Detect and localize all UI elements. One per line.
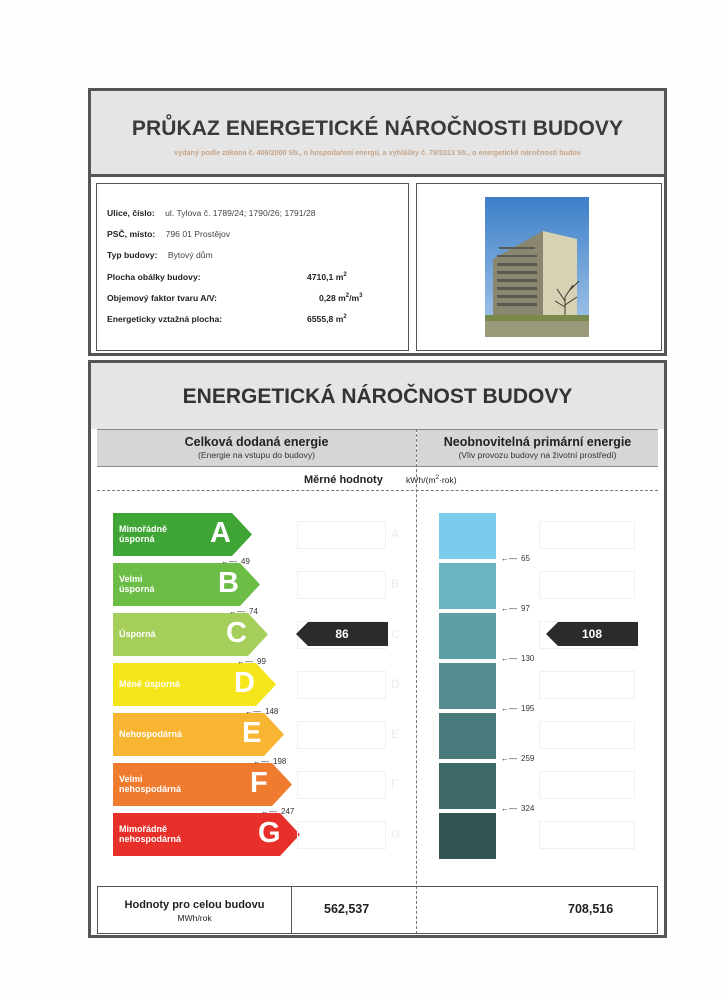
- delivered-energy-value-pointer-text: 86: [335, 627, 349, 641]
- street-value: ul. Tylova č. 1789/24; 1790/26; 1791/28: [165, 208, 316, 218]
- primary-energy-band-g: [439, 813, 496, 859]
- energy-class-label-c: [119, 629, 156, 639]
- primary-energy-header: [417, 429, 658, 467]
- class-placeholder-letter: F: [391, 777, 399, 791]
- specific-values-row: [97, 471, 658, 491]
- class-placeholder-box: [297, 571, 386, 599]
- delivered-energy-subheading: (Energie na vstupu do budovy): [197, 450, 316, 460]
- energy-class-label-line1: Mimořádně: [119, 524, 168, 534]
- primary-energy-value-pointer-text: 108: [581, 627, 603, 641]
- primary-energy-band-c: [439, 613, 496, 659]
- delivered-energy-header: [97, 429, 416, 467]
- energy-class-label-line2: nehospodárná: [119, 784, 182, 794]
- envelope-value: 4710,1 $m^2$: [307, 272, 347, 282]
- energy-class-label-line1: Mimořádně: [119, 824, 168, 834]
- energy-class-arrow-g: [113, 813, 300, 856]
- class-placeholder-letter: B: [391, 577, 400, 591]
- envelope-row: [107, 272, 397, 282]
- street-label: Ulice, číslo:: [107, 208, 155, 218]
- energy-class-arrow-d: [113, 663, 276, 706]
- primary-threshold: ←— 259: [501, 754, 535, 763]
- type-row: [107, 250, 213, 260]
- psc-label: PSČ, místo:: [107, 229, 156, 239]
- class-placeholder-letter: A: [391, 527, 400, 541]
- energy-class-letter-c: C: [226, 617, 247, 649]
- energy-class-label-d: [119, 679, 180, 689]
- primary-threshold: ←— 97: [501, 604, 530, 613]
- reference-area-value: 6555,8 $m^2$: [307, 314, 347, 324]
- energy-class-arrow-f: [113, 763, 292, 806]
- header-banner: [91, 91, 664, 177]
- class-placeholder-box: [297, 521, 386, 549]
- energy-class-arrow-c: [113, 613, 268, 656]
- energy-class-letter-e: E: [242, 717, 262, 749]
- class-placeholder-letter: C: [391, 627, 400, 641]
- primary-energy-band-b: [439, 563, 496, 609]
- primary-threshold: ←— 324: [501, 804, 535, 813]
- delivered-threshold: ←— 198: [253, 757, 287, 766]
- reference-area-label: Energeticky vztažná plocha:: [107, 314, 223, 324]
- class-placeholder-box: [539, 571, 635, 599]
- building-info-panel: [96, 183, 409, 351]
- energy-class-letter-b: B: [218, 567, 239, 599]
- delivered-energy-value-pointer: [296, 622, 388, 646]
- header-frame: [88, 88, 667, 356]
- delivered-threshold: ←— 74: [229, 607, 258, 616]
- delivered-threshold: ←— 99: [237, 657, 266, 666]
- delivered-energy-total: 562,537: [324, 902, 370, 916]
- class-placeholder-letter: D: [391, 677, 400, 691]
- delivered-threshold: ←— 247: [261, 807, 295, 816]
- specific-values-label: Měrné hodnoty: [304, 474, 383, 486]
- whole-building-unit: MWh/rok: [177, 913, 212, 923]
- building-photo-frame: [416, 183, 662, 351]
- delivered-energy-heading: Celková dodaná energie: [184, 435, 329, 449]
- class-placeholder-letter: E: [391, 727, 400, 741]
- class-placeholder-box: [297, 721, 386, 749]
- whole-building-label: Hodnoty pro celou budovu: [124, 899, 265, 911]
- energy-class-letter-d: D: [234, 667, 255, 699]
- shape-factor-row: [107, 293, 397, 303]
- building-photo: [485, 197, 589, 337]
- energy-performance-frame: [88, 360, 667, 938]
- primary-threshold: ←— 65: [501, 554, 530, 563]
- primary-energy-band-e: [439, 713, 496, 759]
- energy-class-label-line2: úsporná: [119, 584, 155, 594]
- envelope-label: Plocha obálky budovy:: [107, 272, 201, 282]
- delivered-threshold: ←— 49: [221, 557, 250, 566]
- reference-area-row: [107, 314, 397, 324]
- energy-class-arrow-b: [113, 563, 260, 606]
- class-placeholder-box: [539, 671, 635, 699]
- energy-class-letter-f: F: [250, 767, 268, 799]
- page-title: PRŮKAZ ENERGETICKÉ NÁROČNOSTI BUDOVY: [131, 117, 624, 140]
- primary-threshold: ←— 195: [501, 704, 535, 713]
- energy-class-letter-a: A: [210, 517, 231, 549]
- class-placeholder-box: [539, 821, 635, 849]
- shape-factor-value: 0,28 $m^2/m^3$: [319, 293, 363, 303]
- energy-class-arrow-e: [113, 713, 284, 756]
- class-placeholder-box: [297, 771, 386, 799]
- type-value: Bytový dům: [167, 250, 213, 260]
- energy-class-label-f: [119, 774, 181, 794]
- energy-class-label-e: [119, 729, 182, 739]
- energy-banner: [91, 363, 664, 429]
- primary-energy-value-pointer: [546, 622, 638, 646]
- whole-building-row: [97, 886, 658, 934]
- energy-class-label-line1: Velmi: [119, 774, 143, 784]
- delivered-threshold: ←— 148: [245, 707, 279, 716]
- street-row: [107, 208, 316, 218]
- primary-energy-band-a: [439, 513, 496, 559]
- class-placeholder-box: [539, 771, 635, 799]
- shape-factor-label: Objemový faktor tvaru A/V:: [107, 293, 217, 303]
- class-placeholder-box: [539, 721, 635, 749]
- class-placeholder-box: [297, 821, 386, 849]
- energy-class-label-line1: Úsporná: [119, 629, 156, 639]
- energy-class-label-line2: nehospodárná: [119, 834, 182, 844]
- energy-class-label-line2: úsporná: [119, 534, 155, 544]
- primary-energy-subheading: (Vliv provozu budovy na životní prostředí): [458, 450, 617, 460]
- specific-values-unit: kWh/$(m^2\cdot rok)$: [406, 475, 457, 485]
- energy-class-letter-g: G: [258, 817, 281, 849]
- primary-energy-band-f: [439, 763, 496, 809]
- psc-row: [107, 229, 230, 239]
- class-placeholder-letter: G: [391, 827, 401, 841]
- page-subtitle: vydaný podle zákona č. 406/2000 Sb., o hospodaření energií, a vyhlášky č. 78/2013 Sb., o energetické náročnosti budov: [174, 148, 581, 157]
- class-placeholder-box: [297, 671, 386, 699]
- energy-class-arrow-a: [113, 513, 252, 556]
- energy-title: ENERGETICKÁ NÁROČNOST BUDOVY: [182, 385, 573, 408]
- type-label: Typ budovy:: [107, 250, 158, 260]
- primary-energy-total: 708,516: [568, 902, 614, 916]
- class-placeholder-box: [539, 521, 635, 549]
- primary-energy-band-d: [439, 663, 496, 709]
- primary-energy-heading: Neobnovitelná primární energie: [443, 435, 632, 449]
- energy-class-label-g: [119, 824, 181, 844]
- energy-class-label-line1: Velmi: [119, 574, 143, 584]
- energy-class-label-b: [119, 574, 155, 594]
- energy-class-label-line1: Nehospodárná: [119, 729, 183, 739]
- energy-class-label-a: [119, 524, 167, 544]
- energy-class-label-line1: Méně úsporná: [119, 679, 181, 689]
- psc-value: 796 01 Prostějov: [165, 229, 231, 239]
- primary-threshold: ←— 130: [501, 654, 535, 663]
- whole-building-label-cell: [98, 887, 292, 933]
- column-divider: [416, 429, 417, 934]
